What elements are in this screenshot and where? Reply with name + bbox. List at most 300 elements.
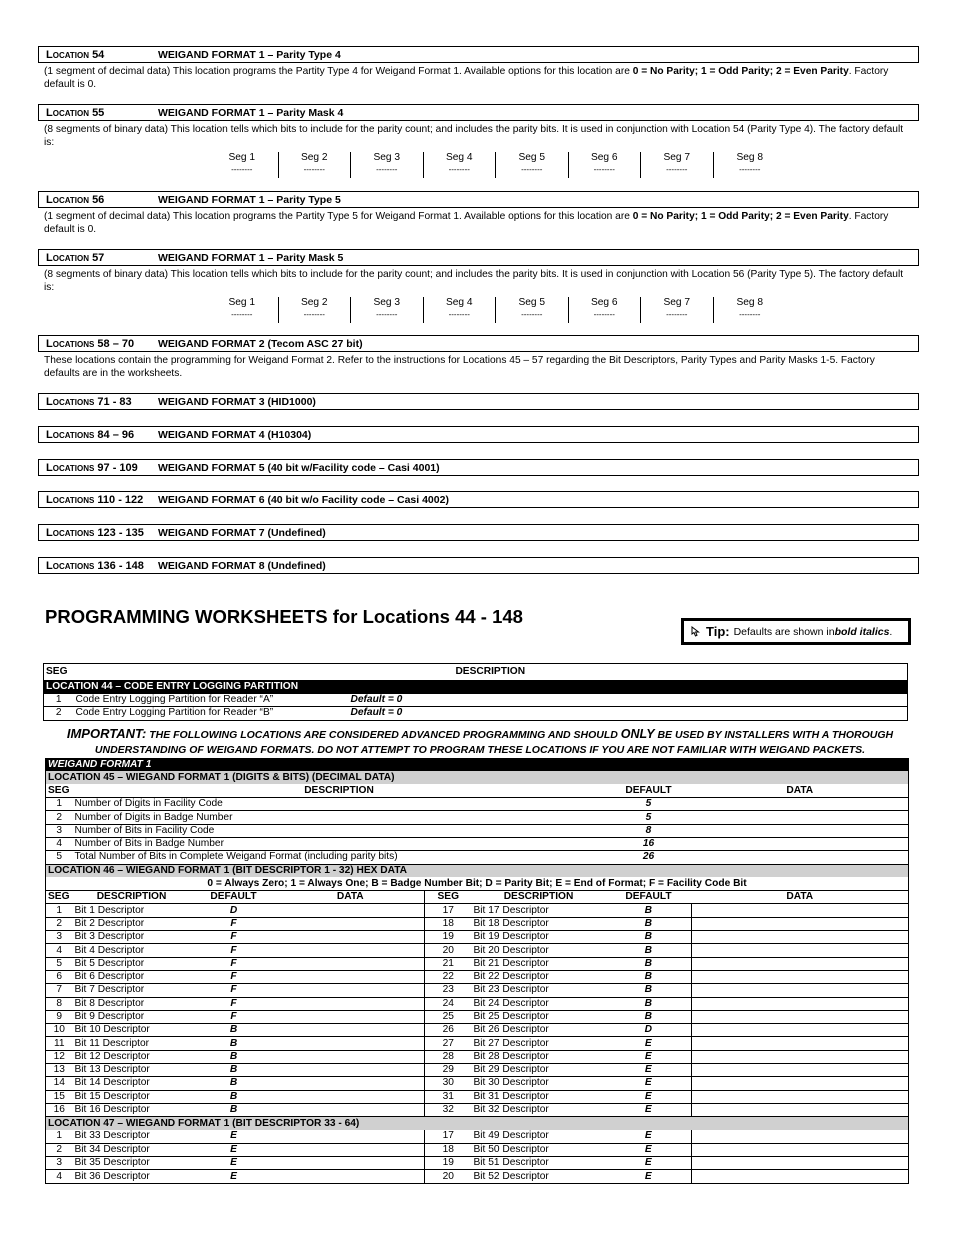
row-description: Number of Bits in Facility Code xyxy=(73,824,606,837)
row-description: Bit 10 Descriptor xyxy=(73,1024,191,1037)
seg-number: 5 xyxy=(46,851,73,864)
row-description: Bit 26 Descriptor xyxy=(472,1024,606,1037)
location-47-bar: LOCATION 47 – WIEGAND FORMAT 1 (BIT DESCRIPTOR 33 - 64) xyxy=(46,1117,909,1130)
location-47-rows xyxy=(46,1130,909,1183)
row-description: Bit 23 Descriptor xyxy=(472,984,606,997)
data-cell[interactable] xyxy=(277,1143,425,1156)
location-description: (8 segments of binary data) This location tells which bits to include for the parity count; and includes the parity bits. It is used in conjunction with Location 54 (Parity Type 4). The factory default is: xyxy=(44,124,904,148)
location-54-block xyxy=(38,46,919,91)
row-description: Bit 24 Descriptor xyxy=(472,997,606,1010)
seg-cell: Seg 5 -------- xyxy=(496,152,569,178)
default-value: B xyxy=(606,970,692,983)
seg-number: 28 xyxy=(425,1050,472,1063)
seg-number: 14 xyxy=(46,1077,73,1090)
seg-cell: Seg 2 -------- xyxy=(279,297,352,323)
row-description: Bit 13 Descriptor xyxy=(73,1064,191,1077)
data-cell[interactable] xyxy=(692,1077,909,1090)
default-value: 5 xyxy=(606,811,692,824)
descriptor-legend: 0 = Always Zero; 1 = Always One; B = Badge Number Bit; D = Parity Bit; E = End of Format; F = Facility Code Bit xyxy=(207,877,747,889)
row-description: Bit 22 Descriptor xyxy=(472,970,606,983)
location-number: Location 57 xyxy=(46,251,105,264)
data-cell[interactable] xyxy=(692,1010,909,1023)
row-description: Bit 31 Descriptor xyxy=(472,1090,606,1103)
row-description: Bit 7 Descriptor xyxy=(73,984,191,997)
table-row xyxy=(46,904,909,917)
default-value: E xyxy=(191,1130,277,1143)
default-value: B xyxy=(606,957,692,970)
seg-cell: Seg 6 -------- xyxy=(569,297,642,323)
desc-options: 0 = No Parity; 1 = Odd Parity; 2 = Even Parity xyxy=(632,211,849,222)
default-value: E xyxy=(606,1064,692,1077)
default-value: B xyxy=(606,917,692,930)
default-value: B xyxy=(606,931,692,944)
locations-58-70-block xyxy=(38,335,919,380)
table-row xyxy=(46,824,909,837)
location-number: Locations 110 - 122 xyxy=(46,493,144,506)
locations-97-109-block xyxy=(38,459,919,476)
tip-text: Defaults are shown in xyxy=(733,625,835,638)
locations-110-122-block xyxy=(38,491,919,508)
seg-number: 3 xyxy=(46,824,73,837)
data-cell[interactable] xyxy=(692,1037,909,1050)
default-value: 8 xyxy=(606,824,692,837)
data-cell[interactable] xyxy=(692,997,909,1010)
data-cell[interactable] xyxy=(692,811,909,824)
location-header xyxy=(38,557,919,574)
row-description: Bit 17 Descriptor xyxy=(472,904,606,917)
table-row xyxy=(46,1064,909,1077)
row-description: Bit 21 Descriptor xyxy=(472,957,606,970)
seg-cell: Seg 8 -------- xyxy=(736,297,764,319)
row-description: Bit 50 Descriptor xyxy=(472,1143,606,1156)
important-label: IMPORTANT: xyxy=(66,726,147,741)
data-cell[interactable] xyxy=(277,984,425,997)
location-number: Locations 84 – 96 xyxy=(46,428,135,441)
data-cell[interactable] xyxy=(692,1064,909,1077)
data-cell[interactable] xyxy=(277,1024,425,1037)
location-header xyxy=(38,393,919,410)
location-description xyxy=(38,63,919,91)
default-value: F xyxy=(191,917,277,930)
default-value: E xyxy=(606,1143,692,1156)
table-row xyxy=(46,1170,909,1183)
row-description: Bit 33 Descriptor xyxy=(73,1130,191,1143)
tip-label: Tip: xyxy=(706,624,730,639)
data-cell[interactable] xyxy=(692,1090,909,1103)
location-44-bar: LOCATION 44 – CODE ENTRY LOGGING PARTITION xyxy=(44,681,908,694)
data-cell[interactable] xyxy=(277,1103,425,1116)
row-description: Number of Digits in Facility Code xyxy=(73,798,606,811)
data-cell[interactable] xyxy=(277,931,425,944)
table-header-row xyxy=(44,664,908,681)
seg-number: 10 xyxy=(46,1024,73,1037)
location-title: WEIGAND FORMAT 1 – Parity Mask 4 xyxy=(158,106,344,119)
default-value: E xyxy=(606,1037,692,1050)
seg-number: 4 xyxy=(46,1170,73,1183)
seg-number: 4 xyxy=(46,944,73,957)
seg-number: 2 xyxy=(46,917,73,930)
default-value: F xyxy=(191,931,277,944)
default-value: B xyxy=(191,1024,277,1037)
default-value: Default = 0 xyxy=(350,707,403,719)
row-description: Number of Bits in Badge Number xyxy=(73,837,606,850)
row-description: Bit 15 Descriptor xyxy=(73,1090,191,1103)
location-46-bar: LOCATION 46 – WIEGAND FORMAT 1 (BIT DESCRIPTOR 1 - 32) HEX DATA xyxy=(46,864,909,877)
table-row xyxy=(46,811,909,824)
important-notice: IMPORTANT: THE FOLLOWING LOCATIONS ARE CONSIDERED ADVANCED PROGRAMMING AND SHOULD ONLY BE USED BY INSTALLERS WITH A THOROUGH UNDERSTANDING OF WEIGAND FORMATS. DO NOT ATTEMPT TO PROGRAM THESE LOCATIONS IF YOU ARE NOT FAMILIAR WITH WEIGAND PACKETS. xyxy=(66,726,894,756)
data-cell[interactable] xyxy=(277,944,425,957)
data-cell[interactable] xyxy=(277,917,425,930)
table-row: 2 Code Entry Logging Partition for Reader “B” Default = 0 xyxy=(44,707,908,720)
seg-number: 18 xyxy=(425,1143,472,1156)
table-row xyxy=(46,837,909,850)
seg-number: 12 xyxy=(46,1050,73,1063)
location-title: WEIGAND FORMAT 5 (40 bit w/Facility code – Casi 4001) xyxy=(158,461,440,474)
data-cell[interactable] xyxy=(692,1024,909,1037)
row-description: Bit 16 Descriptor xyxy=(73,1103,191,1116)
data-cell[interactable] xyxy=(692,1157,909,1170)
default-value: B xyxy=(191,1077,277,1090)
data-cell[interactable] xyxy=(488,694,908,707)
default-value: 26 xyxy=(606,851,692,864)
seg-number: 6 xyxy=(46,970,73,983)
default-value: B xyxy=(606,944,692,957)
location-description: (8 segments of binary data) This location tells which bits to include for the parity count; and includes the parity bits. It is used in conjunction with Location 56 (Parity Type 5). The factory default is: xyxy=(44,269,904,293)
locations-71-83-block xyxy=(38,393,919,410)
default-value: B xyxy=(191,1050,277,1063)
table-row xyxy=(46,851,909,864)
desc-text: (1 segment of decimal data) This location programs the Partity Type 5 for Weigand Format 1. Available options for this location are xyxy=(44,211,633,222)
default-value: 16 xyxy=(606,837,692,850)
default-value: F xyxy=(191,944,277,957)
row-description: Bit 25 Descriptor xyxy=(472,1010,606,1023)
default-value: B xyxy=(606,984,692,997)
location-number: Location 56 xyxy=(46,193,105,206)
seg-default-grid xyxy=(206,297,786,323)
row-description: Bit 18 Descriptor xyxy=(472,917,606,930)
location-header xyxy=(38,491,919,508)
row-description: Bit 4 Descriptor xyxy=(73,944,191,957)
row-description: Bit 49 Descriptor xyxy=(472,1130,606,1143)
data-cell[interactable] xyxy=(692,1130,909,1143)
data-cell[interactable] xyxy=(277,1157,425,1170)
seg-cell: Seg 3 -------- xyxy=(351,152,424,178)
row-description: Bit 29 Descriptor xyxy=(472,1064,606,1077)
tip-box: Tip: Defaults are shown in bold italics . xyxy=(681,618,911,645)
data-cell[interactable] xyxy=(277,1077,425,1090)
default-value: E xyxy=(606,1130,692,1143)
seg-number: 11 xyxy=(46,1037,73,1050)
seg-cell: Seg 8 -------- xyxy=(736,152,764,174)
seg-number: 2 xyxy=(46,811,73,824)
location-description: These locations contain the programming for Weigand Format 2. Refer to the instructions for Locations 45 – 57 regarding the Bit Descriptors, Parity Types and Parity Masks 1-5. Factory defaults are in the worksheets. xyxy=(44,355,875,379)
row-description: Total Number of Bits in Complete Weigand Format (including parity bits) xyxy=(73,851,606,864)
seg-cell: Seg 7 -------- xyxy=(641,297,714,323)
location-title: WEIGAND FORMAT 1 – Parity Mask 5 xyxy=(158,251,344,264)
row-description: Bit 6 Descriptor xyxy=(73,970,191,983)
data-cell[interactable] xyxy=(277,997,425,1010)
default-value: Default = 0 xyxy=(350,693,403,705)
default-value: D xyxy=(191,904,277,917)
row-description: Bit 27 Descriptor xyxy=(472,1037,606,1050)
data-cell[interactable] xyxy=(692,798,909,811)
seg-number: 26 xyxy=(425,1024,472,1037)
location-number: Locations 123 - 135 xyxy=(46,526,144,539)
default-value: F xyxy=(191,957,277,970)
default-value: B xyxy=(191,1103,277,1116)
location-45-bar: LOCATION 45 – WIEGAND FORMAT 1 (DIGITS & BITS) (DECIMAL DATA) xyxy=(46,771,909,784)
tip-bold-text: bold italics xyxy=(834,625,890,638)
seg-number: 17 xyxy=(425,904,472,917)
seg-number: 8 xyxy=(46,997,73,1010)
data-cell[interactable] xyxy=(277,1050,425,1063)
seg-number: 21 xyxy=(425,957,472,970)
data-cell[interactable] xyxy=(692,1103,909,1116)
location-title: WEIGAND FORMAT 3 (HID1000) xyxy=(158,395,316,408)
row-description: Bit 14 Descriptor xyxy=(73,1077,191,1090)
row-description: Bit 30 Descriptor xyxy=(472,1077,606,1090)
data-cell[interactable] xyxy=(277,1130,425,1143)
seg-number: 4 xyxy=(46,837,73,850)
location-description xyxy=(38,208,919,236)
row-description: Bit 19 Descriptor xyxy=(472,931,606,944)
location-45-rows xyxy=(46,798,909,864)
seg-number: 20 xyxy=(425,1170,472,1183)
location-header xyxy=(38,191,919,208)
table-row xyxy=(46,1157,909,1170)
seg-number: 24 xyxy=(425,997,472,1010)
seg-number: 29 xyxy=(425,1064,472,1077)
seg-number: 9 xyxy=(46,1010,73,1023)
default-value: B xyxy=(191,1064,277,1077)
row-description: Bit 1 Descriptor xyxy=(73,904,191,917)
col-description-header: DESCRIPTION xyxy=(455,666,526,677)
location-header xyxy=(38,459,919,476)
data-cell[interactable] xyxy=(692,931,909,944)
table-row xyxy=(46,957,909,970)
seg-cell: Seg 6 -------- xyxy=(569,152,642,178)
seg-cell: Seg 1 -------- xyxy=(206,152,279,178)
location-57-block xyxy=(38,249,919,319)
table-row xyxy=(46,1024,909,1037)
location-header xyxy=(38,104,919,121)
data-cell[interactable] xyxy=(277,1170,425,1183)
seg-cell: Seg 7 -------- xyxy=(641,152,714,178)
data-cell[interactable] xyxy=(692,917,909,930)
seg-number: 13 xyxy=(46,1064,73,1077)
data-cell[interactable] xyxy=(692,944,909,957)
weigand-format-1-table xyxy=(45,758,909,1184)
table-row xyxy=(46,931,909,944)
desc-text-end: . Factory default is 0. xyxy=(44,66,889,90)
row-description: Bit 20 Descriptor xyxy=(472,944,606,957)
seg-number: 1 xyxy=(46,798,73,811)
data-cell[interactable] xyxy=(692,837,909,850)
data-cell[interactable] xyxy=(277,1090,425,1103)
data-cell[interactable] xyxy=(277,970,425,983)
table-row xyxy=(46,984,909,997)
default-value: B xyxy=(191,1037,277,1050)
default-value: B xyxy=(606,904,692,917)
seg-number: 1 xyxy=(46,904,73,917)
default-value: B xyxy=(191,1090,277,1103)
data-cell[interactable] xyxy=(692,851,909,864)
row-description: Bit 12 Descriptor xyxy=(73,1050,191,1063)
table-row: 1 Code Entry Logging Partition for Reader “A” Default = 0 xyxy=(44,694,908,707)
row-description: Bit 35 Descriptor xyxy=(73,1157,191,1170)
data-cell[interactable] xyxy=(277,1010,425,1023)
seg-number: 2 xyxy=(46,1143,73,1156)
location-header xyxy=(38,524,919,541)
seg-cell: Seg 4 -------- xyxy=(424,297,497,323)
desc-options: 0 = No Parity; 1 = Odd Parity; 2 = Even Parity xyxy=(632,66,849,77)
default-value: D xyxy=(606,1024,692,1037)
default-value: E xyxy=(606,1077,692,1090)
row-description: Bit 52 Descriptor xyxy=(472,1170,606,1183)
row-description: Bit 36 Descriptor xyxy=(73,1170,191,1183)
location-44-table xyxy=(43,663,908,721)
seg-cell: Seg 5 -------- xyxy=(496,297,569,323)
default-value: E xyxy=(191,1170,277,1183)
row-description: Number of Digits in Badge Number xyxy=(73,811,606,824)
row-description: Bit 8 Descriptor xyxy=(73,997,191,1010)
data-cell[interactable] xyxy=(692,970,909,983)
location-header xyxy=(38,426,919,443)
data-cell[interactable] xyxy=(488,707,908,720)
seg-number: 17 xyxy=(425,1130,472,1143)
data-cell[interactable] xyxy=(692,1143,909,1156)
location-46-header-row: SEG DESCRIPTION DEFAULT DATA SEG DESCRIPTION DEFAULT DATA xyxy=(46,891,909,904)
seg-cell: Seg 1 -------- xyxy=(206,297,279,323)
location-number: Locations 71 - 83 xyxy=(46,395,132,408)
seg-number: 3 xyxy=(46,1157,73,1170)
seg-number: 22 xyxy=(425,970,472,983)
seg-number: 19 xyxy=(425,931,472,944)
data-cell[interactable] xyxy=(277,1037,425,1050)
row-description: Bit 28 Descriptor xyxy=(472,1050,606,1063)
location-title: WEIGAND FORMAT 2 (Tecom ASC 27 bit) xyxy=(158,337,363,350)
row-description: Bit 32 Descriptor xyxy=(472,1103,606,1116)
data-cell[interactable] xyxy=(277,1064,425,1077)
seg-number: 32 xyxy=(425,1103,472,1116)
row-description: Bit 2 Descriptor xyxy=(73,917,191,930)
seg-number: 30 xyxy=(425,1077,472,1090)
format-1-bar: WEIGAND FORMAT 1 xyxy=(46,759,909,772)
location-title: WEIGAND FORMAT 8 (Undefined) xyxy=(158,559,326,572)
location-header xyxy=(38,249,919,266)
table-row xyxy=(46,1077,909,1090)
desc-text: (1 segment of decimal data) This location programs the Partity Type 4 for Weigand Format 1. Available options for this location are xyxy=(44,66,633,77)
location-title: WEIGAND FORMAT 7 (Undefined) xyxy=(158,526,326,539)
seg-number: 5 xyxy=(46,957,73,970)
default-value: E xyxy=(606,1050,692,1063)
table-row xyxy=(46,917,909,930)
seg-number: 18 xyxy=(425,917,472,930)
default-value: E xyxy=(606,1170,692,1183)
table-row xyxy=(46,1010,909,1023)
table-row xyxy=(46,1143,909,1156)
seg-cell: Seg 2 -------- xyxy=(279,152,352,178)
seg-number: 25 xyxy=(425,1010,472,1023)
table-row xyxy=(46,1103,909,1116)
table-row xyxy=(46,798,909,811)
location-header xyxy=(38,46,919,63)
worksheets-title: PROGRAMMING WORKSHEETS for Locations 44 - 148 xyxy=(45,606,523,627)
seg-number: 20 xyxy=(425,944,472,957)
location-55-block xyxy=(38,104,919,174)
default-value: F xyxy=(191,970,277,983)
seg-number: 19 xyxy=(425,1157,472,1170)
location-46-rows xyxy=(46,904,909,1117)
seg-default-grid xyxy=(206,152,786,178)
seg-number: 3 xyxy=(46,931,73,944)
default-value: B xyxy=(606,1010,692,1023)
default-value: 5 xyxy=(606,798,692,811)
row-description: Bit 51 Descriptor xyxy=(472,1157,606,1170)
table-row xyxy=(46,1037,909,1050)
table-row xyxy=(46,1050,909,1063)
location-title: WEIGAND FORMAT 1 – Parity Type 5 xyxy=(158,193,341,206)
location-number: Locations 97 - 109 xyxy=(46,461,138,474)
row-description: Bit 5 Descriptor xyxy=(73,957,191,970)
location-number: Location 55 xyxy=(46,106,105,119)
seg-number: 15 xyxy=(46,1090,73,1103)
location-number: Location 54 xyxy=(46,48,105,61)
default-value: E xyxy=(191,1143,277,1156)
seg-number: 23 xyxy=(425,984,472,997)
col-seg-header: SEG xyxy=(46,666,68,677)
seg-number: 31 xyxy=(425,1090,472,1103)
data-cell[interactable] xyxy=(692,957,909,970)
default-value: E xyxy=(191,1157,277,1170)
desc-text-end: . Factory default is 0. xyxy=(44,211,889,235)
default-value: F xyxy=(191,984,277,997)
default-value: F xyxy=(191,997,277,1010)
seg-number: 16 xyxy=(46,1103,73,1116)
data-cell[interactable] xyxy=(692,904,909,917)
row-description: Bit 11 Descriptor xyxy=(73,1037,191,1050)
location-45-header-row: SEG DESCRIPTION DEFAULT DATA xyxy=(46,784,909,797)
seg-number: 7 xyxy=(46,984,73,997)
seg-cell: Seg 4 -------- xyxy=(424,152,497,178)
table-row xyxy=(46,1130,909,1143)
locations-123-135-block xyxy=(38,524,919,541)
seg-number: 1 xyxy=(46,1130,73,1143)
location-title: WEIGAND FORMAT 6 (40 bit w/o Facility code – Casi 4002) xyxy=(158,493,449,506)
data-cell[interactable] xyxy=(692,1170,909,1183)
row-description: Bit 9 Descriptor xyxy=(73,1010,191,1023)
seg-cell: Seg 3 -------- xyxy=(351,297,424,323)
data-cell[interactable] xyxy=(692,824,909,837)
data-cell[interactable] xyxy=(692,1050,909,1063)
locations-84-96-block xyxy=(38,426,919,443)
location-number: Locations 58 – 70 xyxy=(46,337,135,350)
location-header xyxy=(38,335,919,352)
seg-number: 27 xyxy=(425,1037,472,1050)
data-cell[interactable] xyxy=(277,904,425,917)
location-title: WEIGAND FORMAT 1 – Parity Type 4 xyxy=(158,48,341,61)
table-row xyxy=(46,997,909,1010)
data-cell[interactable] xyxy=(277,957,425,970)
default-value: E xyxy=(606,1157,692,1170)
data-cell[interactable] xyxy=(692,984,909,997)
location-title: WEIGAND FORMAT 4 (H10304) xyxy=(158,428,312,441)
row-description: Bit 34 Descriptor xyxy=(73,1143,191,1156)
table-row xyxy=(46,1090,909,1103)
locations-136-148-block xyxy=(38,557,919,574)
default-value: B xyxy=(606,997,692,1010)
descriptor-legend-row xyxy=(46,877,909,890)
